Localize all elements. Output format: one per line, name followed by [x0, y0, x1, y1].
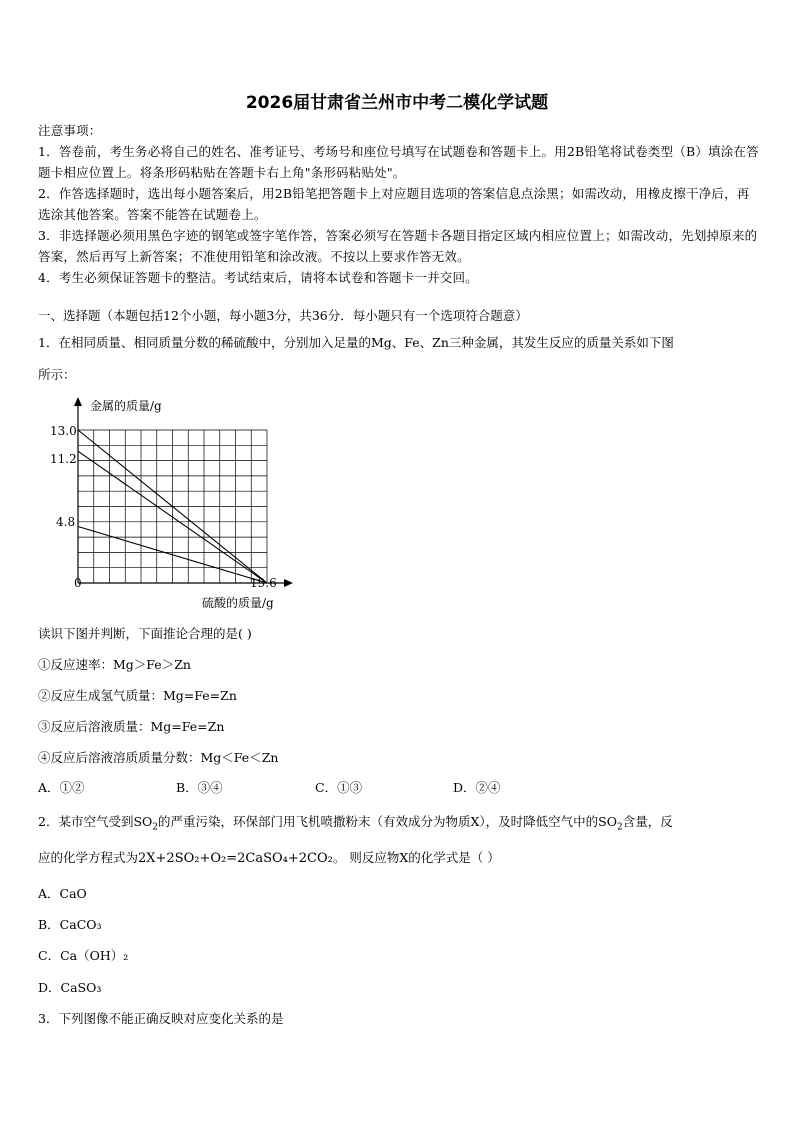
- question-1-stem: 1．在相同质量、相同质量分数的稀硫酸中，分别加入足量的Mg、Fe、Zn三种金属，其发生反应的质量关系如下图: [38, 335, 674, 350]
- statement-1: ①反应速率：Mg＞Fe＞Zn: [38, 657, 191, 672]
- option-a[interactable]: A．①②: [38, 780, 85, 795]
- y-tick-label: 13.0: [50, 424, 77, 438]
- chemical-equation: 2X+2SO₂+O₂=2CaSO₄+2CO₂: [138, 851, 333, 866]
- x-axis-arrow: [284, 579, 293, 587]
- option-b[interactable]: B．CaCO₃: [38, 917, 102, 932]
- notice-item: 1．答卷前，考生务必将自己的姓名、准考证号、考场号和座位号填写在试题卷和答题卡上。用2B铅笔将试卷类型（B）填涂在答题卡相应位置上。将条形码粘贴在答题卡右上角"条形码粘贴处"。: [38, 144, 759, 180]
- question-3-stem: 3．下列图像不能正确反映对应变化关系的是: [38, 1011, 284, 1026]
- origin-label: 0: [74, 576, 82, 590]
- page-title: 2026届甘肃省兰州市中考二模化学试题: [245, 93, 549, 113]
- statement-2: ②反应生成氢气质量：Mg=Fe=Zn: [38, 688, 237, 703]
- notice-item: 2．作答选择题时，选出每小题答案后，用2B铅笔把答题卡上对应题目选项的答案信息点涂黑；如需改动，用橡皮擦干净后，再选涂其他答案。答案不能答在试题卷上。: [38, 186, 750, 222]
- option-a[interactable]: A．CaO: [38, 886, 87, 901]
- option-c[interactable]: C．Ca（OH）₂: [38, 948, 129, 963]
- option-b[interactable]: B．③④: [176, 780, 223, 795]
- notice-heading: 注意事项：: [38, 123, 102, 138]
- notice-section: [38, 120, 760, 288]
- statement-3: ③反应后溶液质量：Mg=Fe=Zn: [38, 719, 225, 734]
- statement-4: ④反应后溶液溶质质量分数：Mg＜Fe＜Zn: [38, 750, 279, 765]
- option-d[interactable]: D．②④: [453, 780, 501, 795]
- option-d[interactable]: D．CaSO₃: [38, 980, 102, 995]
- question-1-stem-cont: 所示：: [38, 367, 76, 382]
- notice-item: 4．考生必须保证答题卡的整洁。考试结束后，请将本试卷和答题卡一并交回。: [38, 270, 478, 285]
- mass-relation-chart: [38, 392, 298, 614]
- y-axis-label: 金属的质量/g: [90, 399, 162, 413]
- y-tick-label: 11.2: [50, 452, 77, 466]
- question-2-stem: 2．某市空气受到$SO_2$的严重污染，环保部门用飞机喷撒粉末（有效成分为物质X），及时降低空气中的$SO_2$含量，反: [38, 814, 673, 833]
- question-2-equation-line: 应的化学方程式为2X+2SO₂+O₂=2CaSO₄+2CO₂。 则反应物X的化学式是（ ）: [38, 850, 500, 866]
- y-axis-arrow: [74, 397, 82, 406]
- section-heading: 一、选择题（本题包括12个小题，每小题3分，共36分．每小题只有一个选项符合题意）: [38, 308, 528, 323]
- notice-item: 3．非选择题必须用黑色字迹的钢笔或签字笔作答，答案必须写在答题卡各题目指定区域内相应位置上；如需改动，先划掉原来的答案，然后再写上新答案；不准使用铅笔和涂改液。不按以上要求作答无效。: [38, 228, 758, 264]
- x-axis-label: 硫酸的质量/g: [202, 596, 274, 610]
- y-tick-label: 4.8: [56, 515, 76, 529]
- question-1-ask: 读识下图并判断，下面推论合理的是( ): [38, 626, 252, 641]
- option-c[interactable]: C．①③: [315, 780, 363, 795]
- x-tick-label: 19.6: [250, 576, 277, 590]
